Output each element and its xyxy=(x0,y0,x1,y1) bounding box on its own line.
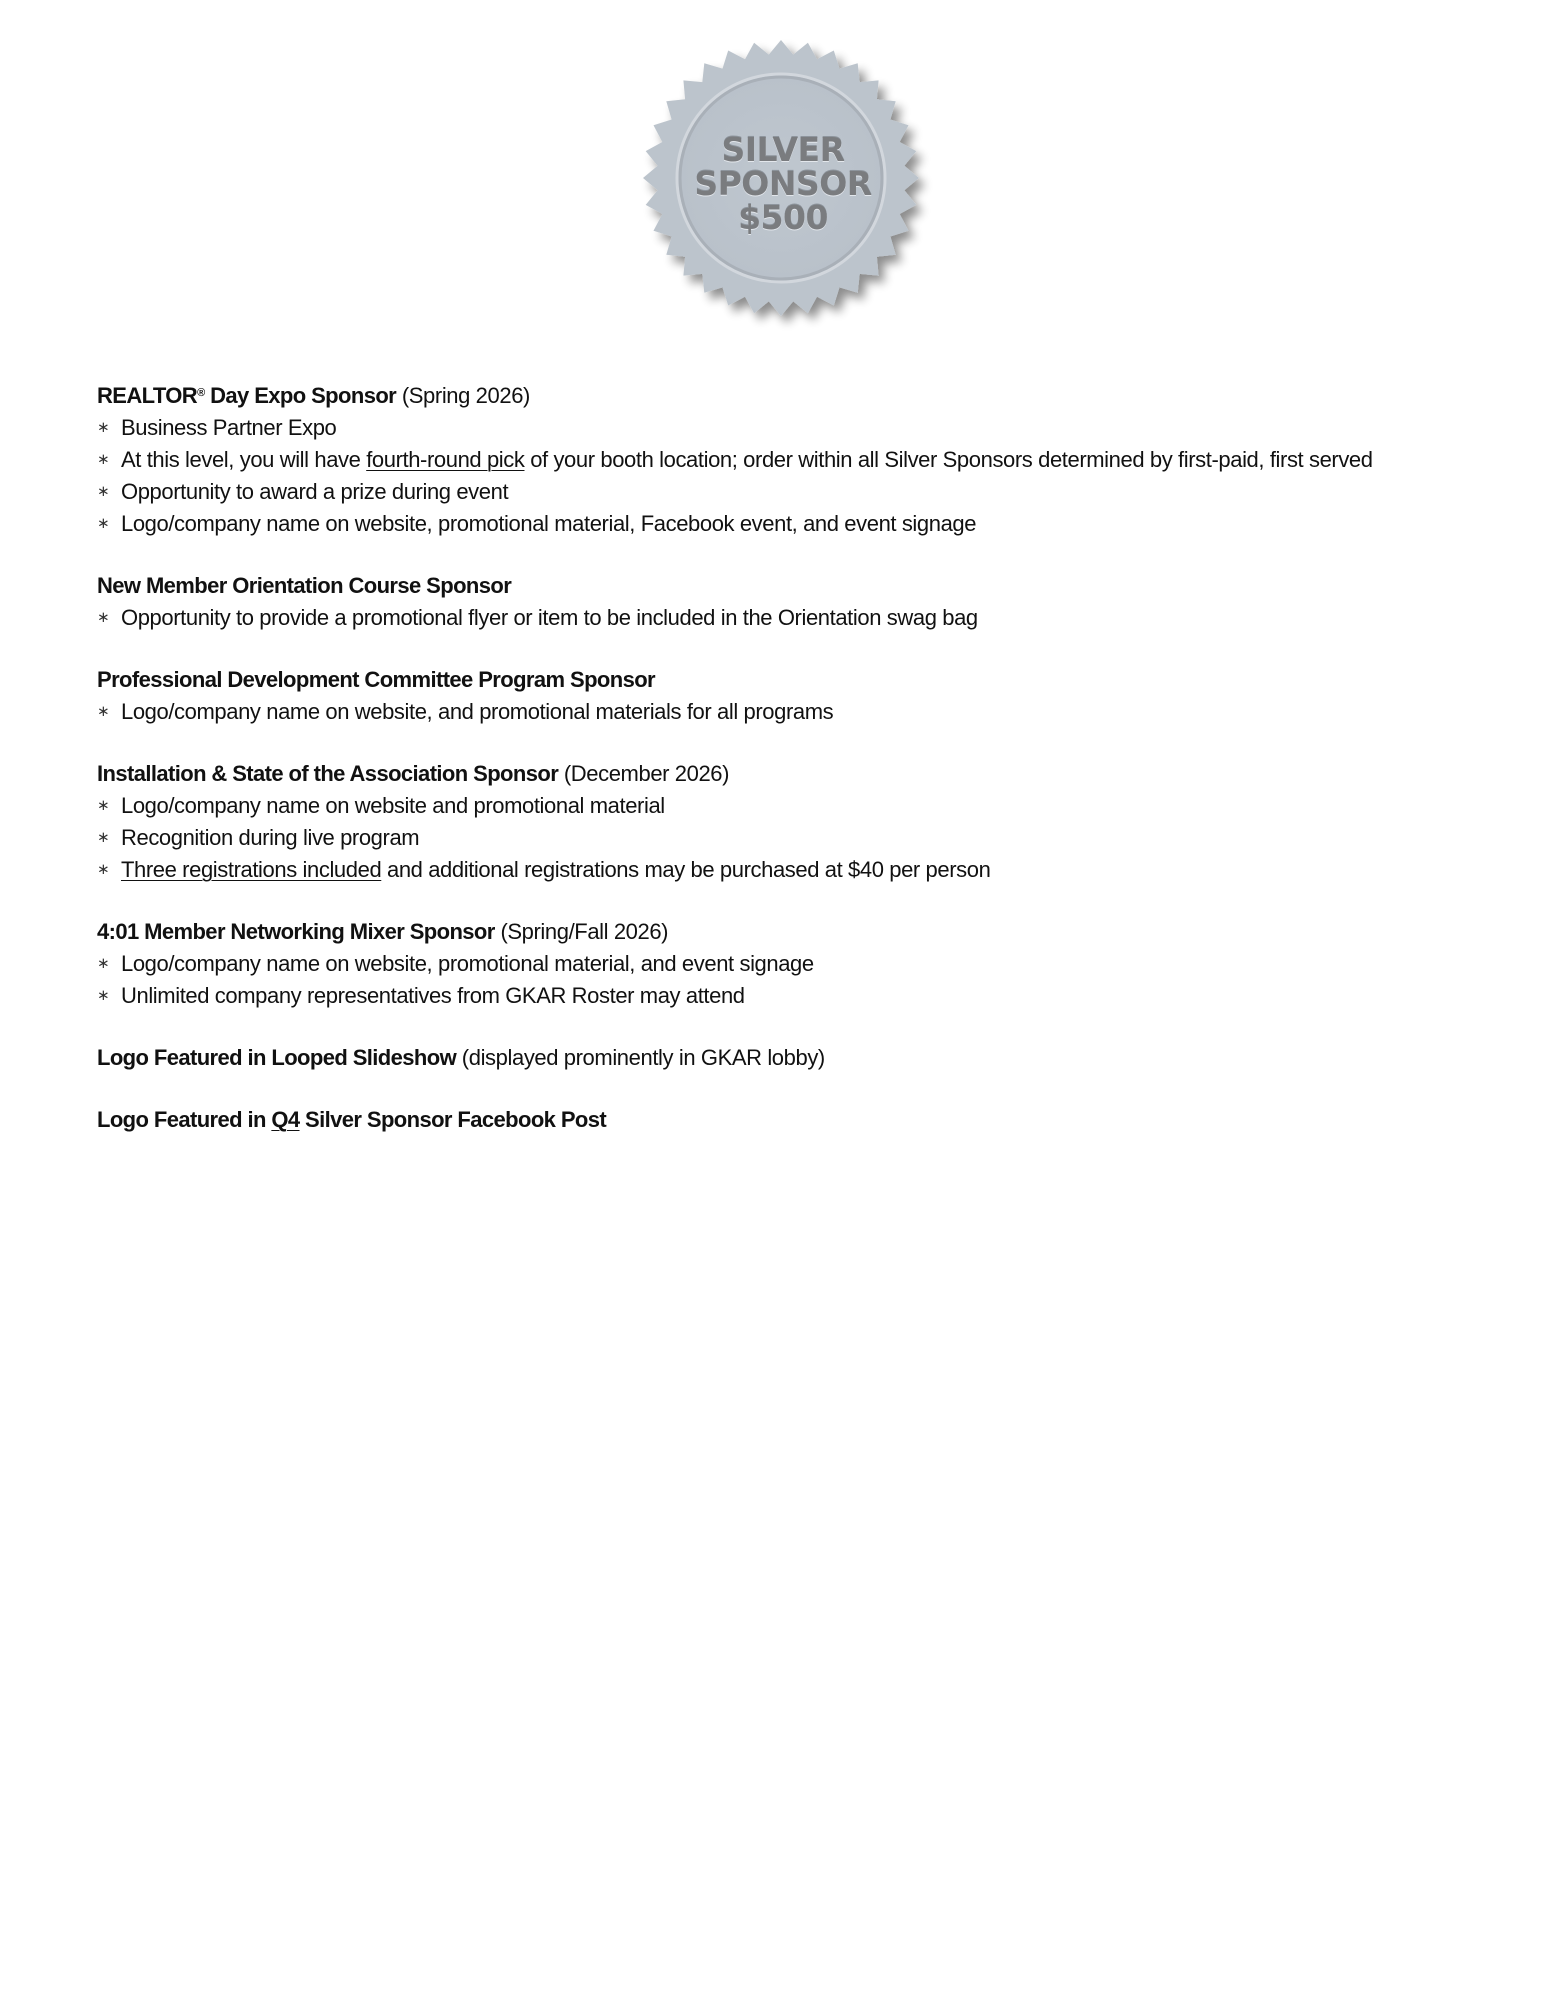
section-heading xyxy=(97,758,1457,790)
list-item: ∗ Opportunity to provide a promotional flyer or item to be included in the Orientation swag bag xyxy=(97,602,1457,634)
list-item: ∗ Logo/company name on website and promotional material xyxy=(97,790,1457,822)
list-item: ∗ Logo/company name on website, and promotional materials for all programs xyxy=(97,696,1457,728)
underlined-text: Three registrations included xyxy=(121,857,382,882)
heading-title: 4:01 Member Networking Mixer Sponsor xyxy=(97,919,495,944)
asterisk-bullet-icon: ∗ xyxy=(97,609,110,626)
heading-note: (Spring/Fall 2026) xyxy=(494,919,669,944)
heading-title: Logo Featured in Looped Slideshow xyxy=(97,1045,457,1070)
asterisk-bullet-icon: ∗ xyxy=(97,987,110,1004)
section-networking-mixer xyxy=(97,916,1457,1012)
heading-title: Logo Featured in Q4 Silver Sponsor Facebook Post xyxy=(97,1107,607,1132)
section-realtor-day-expo xyxy=(97,380,1457,540)
list-item: ∗ Three registrations included and additional registrations may be purchased at $40 per person xyxy=(97,854,1457,886)
section-looped-slideshow xyxy=(97,1042,1457,1074)
section-installation xyxy=(97,758,1457,886)
section-heading xyxy=(97,1042,1457,1074)
badge-label xyxy=(633,32,933,334)
asterisk-bullet-icon: ∗ xyxy=(97,419,110,436)
badge-line-price: $500 xyxy=(738,198,828,237)
section-heading xyxy=(97,916,1457,948)
underlined-text: Q4 xyxy=(271,1107,300,1132)
list-item: ∗ Business Partner Expo xyxy=(97,412,1457,444)
section-heading xyxy=(97,1104,1457,1136)
list-item: ∗ Opportunity to award a prize during event xyxy=(97,476,1457,508)
asterisk-bullet-icon: ∗ xyxy=(97,703,110,720)
asterisk-bullet-icon: ∗ xyxy=(97,829,110,846)
section-heading xyxy=(97,380,1457,412)
list-item: ∗ Unlimited company representatives from GKAR Roster may attend xyxy=(97,980,1457,1012)
sponsor-benefits xyxy=(97,380,1457,1166)
heading-note: (December 2026) xyxy=(558,761,730,786)
asterisk-bullet-icon: ∗ xyxy=(97,515,110,532)
section-heading xyxy=(97,664,1457,696)
asterisk-bullet-icon: ∗ xyxy=(97,483,110,500)
heading-note: (displayed prominently in GKAR lobby) xyxy=(456,1045,825,1070)
list-item: ∗ At this level, you will have fourth-round pick of your booth location; order within all Silver Sponsors determined by first-paid, first served xyxy=(97,444,1457,476)
heading-title: Installation & State of the Association Sponsor xyxy=(97,761,559,786)
list-item: ∗ Logo/company name on website, promotional material, Facebook event, and event signage xyxy=(97,508,1457,540)
list-item: ∗ Recognition during live program xyxy=(97,822,1457,854)
section-facebook-post xyxy=(97,1104,1457,1136)
section-professional-development xyxy=(97,664,1457,728)
heading-title: New Member Orientation Course Sponsor xyxy=(97,573,512,598)
asterisk-bullet-icon: ∗ xyxy=(97,451,110,468)
underlined-text: fourth-round pick xyxy=(366,447,525,472)
heading-title: REALTOR® Day Expo Sponsor xyxy=(97,383,397,408)
section-heading xyxy=(97,570,1457,602)
heading-note: (Spring 2026) xyxy=(396,383,530,408)
silver-sponsor-badge xyxy=(633,32,933,332)
asterisk-bullet-icon: ∗ xyxy=(97,797,110,814)
asterisk-bullet-icon: ∗ xyxy=(97,861,110,878)
list-item: ∗ Logo/company name on website, promotional material, and event signage xyxy=(97,948,1457,980)
heading-title: Professional Development Committee Program Sponsor xyxy=(97,667,656,692)
badge-line-sponsor: SPONSOR xyxy=(694,164,872,203)
asterisk-bullet-icon: ∗ xyxy=(97,955,110,972)
badge-line-silver: SILVER xyxy=(721,130,845,169)
section-new-member-orientation xyxy=(97,570,1457,634)
